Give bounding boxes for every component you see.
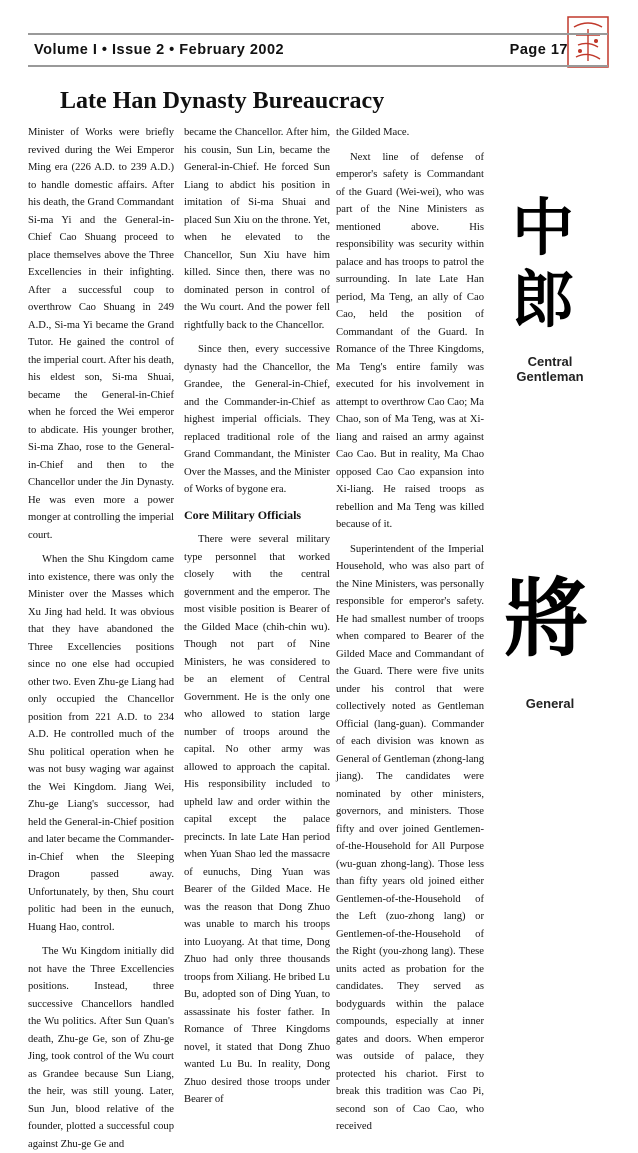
paragraph: Superintendent of the Imperial Household, who was also part of the Nine Ministers, was personally responsible for emperor's safety. He had smallest number of troops when compared to Bearer of the Gilded Mace and Commandant of the Guard. There were five units under his control that were collectively noted as Gentleman Official (lang-guan). Commander of each division was known as General of Gentleman (zhong-lang jiang). The candidates were nominated by other ministers, governors, and ministers. Those fifty and over joined Gentlemen-of-the-Household for All Purpose (wu-guan zhong-lang). Those less than fifty years old joined either Gentlemen-of-the-Household of the Left (zuo-zhong lang) or Gentlemen-of-the-Household of the Right (you-zhong lang). These units acted as probation for the candidates. They served as bodyguards within the palace compounds, especially at inner gates and doors. When emperor was outside of palace, they protected his chariot. First to break this tradition was Cao Pi, second son of Cao Cao, who received [336, 543, 484, 1132]
paragraph: Next line of defense of emperor's safety is Commandant of the Guard (Wei-wei), who was part of the Nine Ministers as mentioned above. His responsibility was security within palace and has troops to patrol the surrounding. In late Late Han period, Ma Teng, an ally of Cao Cao, held the position of Commandant of the Guard. In Romance of the Three Kingdoms, Ma Teng's entire family was executed for his involvement in attempt to overthrow Cao Cao; Ma Chao, son of Ma Teng, was at Xi-liang and raised an army against Cao Cao. But in reality, Ma Chao opposed Cao Cao expansion into Xi-liang. He raised troops as rebellion and Ma Teng was killed because of it. [336, 151, 484, 530]
article-column-3 [336, 124, 484, 1136]
article-column-2 [184, 124, 330, 1109]
paragraph: The Wu Kingdom initially did not have the Three Excellencies positions. Instead, three successive Chancellors handled the Wu politics. After Sun Quan's death, Zhu-ge Ge, son of Zhu-ge Jing, took control of the Wu court as Grandee because Sun Liang, the heir, was still young. Later, Sun Jun, blood relative of the founder, plotted a successful coup against Zhu-ge Ge and [28, 946, 174, 1150]
paragraph: the Gilded Mace. [336, 127, 410, 138]
section-heading: Core Military Officials [184, 507, 302, 522]
page-header [28, 33, 608, 67]
issue-info: Volume I • Issue 2 • February 2002 [34, 42, 285, 58]
paragraph: became the Chancellor. After him, his cousin, Sun Lin, became the General-in-Chief. He forced Sun Liang to abdict his position in imitation of Si-ma Shuai and placed Sun Xiu on the throne. Yet, when he elevated to the Chancellor, Sun Xiu have him killed. Since then, there was no dominated person in control of the Wu court. And the power fell rightfully back to the Chancellor. [184, 127, 330, 331]
calligraphy-lang: 郎 [512, 263, 575, 336]
caption-general: General [525, 696, 575, 711]
page-number: Page 17 [509, 42, 568, 58]
paragraph: Minister of Works were briefly revived during the Wei Emperor Ming era (226 A.D. to 239 A.D.) to handle domestic affairs. After his death, the Grand Commandant Si-ma Yi and the General-in-Chief Cao Shuang proceed to place themselves above the Three Excellencies in their infighting. After a successful coup to overthrow Cao Shuang in 249 A.D., Si-ma Yi became the Grand Tutor. He gained the control of the imperial court. After his death, his eldest son, Si-ma Shuai, became the General-in-Chief when he forced the Wei emperor to abdicate. His younger brother, Si-ma Zhao, rose to the General-in-Chief and then to the Chancellor under the Jin Dynasty. He was even more a power monger at controlling the imperial court. [28, 127, 174, 541]
article-column-1 [28, 124, 174, 1153]
paragraph: When the Shu Kingdom came into existence, there was only the Minister over the Masses which Xu Jing had held. It was obvious that they have abandoned the Three Excellencies positions since no one else had occupied other two. Even Zhu-ge Liang had only occupied the Chancellor position from 221 A.D. to 234 A.D. He controlled much of the Shu political operation when he was not busy waging war against the Wei Kingdom. Jiang Wei, Zhu-ge Liang's successor, had held the General-in-Chief position and later became the Commander-in-Chief when the Sleeping Dragon passed away. Unfortunately, by then, Shu court politic had been in the eunuch, Huang Hao, control. [28, 554, 174, 933]
calligraphy-zhong: 中 [512, 191, 575, 264]
calligraphy-jiang: 將 [504, 569, 589, 668]
caption-central-gentleman: Central Gentleman [516, 354, 584, 384]
article-title: Late Han Dynasty Bureaucracy [60, 88, 385, 114]
paragraph: Since then, every successive dynasty had the Chancellor, the Grandee, the General-in-Chief, and the Commander-in-Chief as highest imperial officials. They replaced traditional role of the Grand Commandant, the Minister Over the Masses, and the Minister of Works of bygone era. [184, 344, 330, 495]
paragraph: There were several military type personnel that worked closely with the central government and the emperor. The most visible position is Bearer of the Gilded Mace (chih-chin wu). Though not part of Nine Ministers, he was considered to be an element of Central Government. He is the only one who allowed to station large number of troops around the capital. No other army was allowed to approach the capital. His responsibility included to upheld law and order within the capital except the palace precincts. In late Late Han period when Yuan Shao led the massacre of eunuchs, Ding Yuan was Bearer of the Gilded Mace. He was the reason that Dong Zhuo was unable to march his troops into Luoyang. At that time, Dong Zhuo had only three thousands troops from Xiliang. He bribed Lu Bu, adopted son of Ding Yuan, to assassinate his foster father. In Romance of Three Kingdoms novel, it stated that Dong Zhuo wanted Lu Bu. In reality, Dong Zhuo desired those troops under Bearer of [184, 534, 330, 1105]
